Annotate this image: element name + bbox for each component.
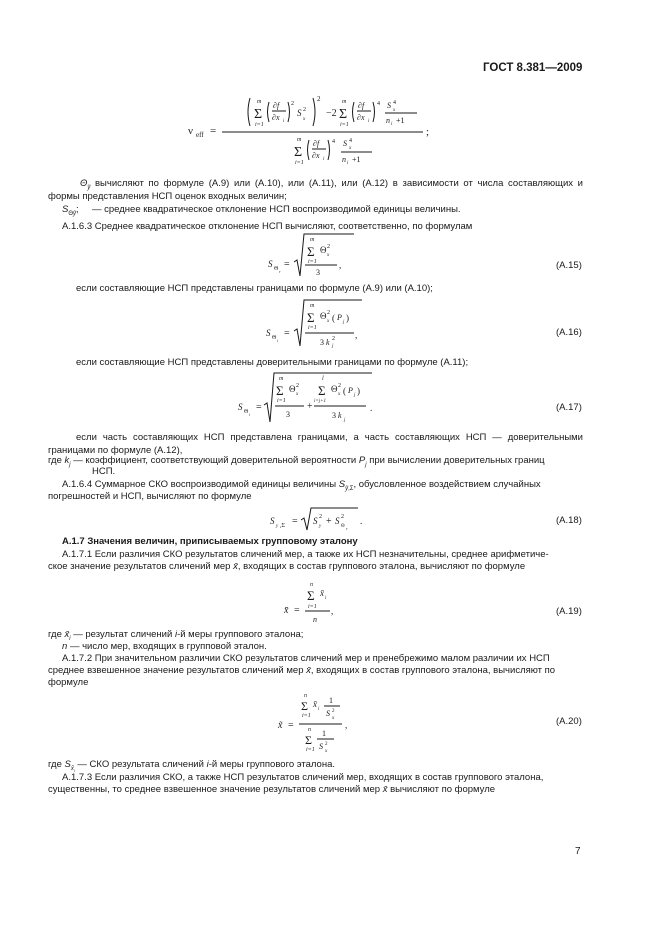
- formula-a16: [262, 298, 372, 352]
- svg-text:i=1: i=1: [302, 713, 311, 719]
- svg-text:.: .: [370, 403, 373, 413]
- svg-text:i=j+1: i=j+1: [314, 399, 327, 404]
- svg-text:∂f: ∂f: [313, 139, 320, 148]
- svg-text:2: 2: [327, 244, 330, 250]
- xi-text-c: -й меры группового эталона;: [177, 629, 304, 640]
- svg-text:=: =: [256, 402, 262, 413]
- svg-text:m: m: [257, 99, 262, 105]
- svg-text:i=1: i=1: [295, 160, 304, 166]
- svg-text:=: =: [284, 259, 290, 270]
- paragraph-a164-line1: А.1.6.4 Суммарное СКО воспроизводимой единицы величины $S_{ỹ,\Sigma}$, обусловленное воздействием случайных: [62, 479, 541, 492]
- svg-text:i: i: [391, 122, 393, 127]
- svg-text:3: 3: [316, 268, 320, 277]
- paragraph-s-theta: — среднее квадратическое отклонение НСП воспроизводимой единицы величины.: [92, 204, 461, 215]
- svg-text:x: x: [327, 319, 330, 324]
- svg-text:∂x: ∂x: [272, 113, 280, 122]
- svg-text:j: j: [343, 320, 345, 325]
- svg-text:n: n: [313, 615, 317, 624]
- svg-text:Σ: Σ: [294, 145, 303, 160]
- formula-a20: [276, 690, 366, 760]
- svg-text:∂x: ∂x: [312, 151, 320, 160]
- svg-text:Θ: Θ: [272, 335, 277, 341]
- a164-text-b: , обусловленное воздействием случайных: [353, 479, 541, 490]
- svg-text:Θ: Θ: [289, 384, 296, 394]
- svg-text:4: 4: [332, 139, 335, 145]
- svg-text:S: S: [266, 328, 271, 338]
- svg-text:n: n: [308, 727, 311, 733]
- svg-text:2: 2: [325, 742, 328, 747]
- formula-a17: [236, 370, 386, 428]
- svg-text:2: 2: [291, 101, 294, 107]
- svg-text:Θ: Θ: [320, 311, 327, 321]
- svg-text:i: i: [277, 338, 279, 343]
- svg-text:Θ: Θ: [320, 245, 327, 255]
- svg-text:=: =: [292, 516, 298, 527]
- svg-text:x̃: x̃: [278, 720, 283, 731]
- svg-text:x: x: [349, 146, 352, 151]
- n-text: — число мер, входящих в групповой эталон.: [69, 641, 267, 652]
- svg-text:2: 2: [332, 709, 335, 714]
- kj-tail: при вычислении доверительных границ: [369, 455, 545, 466]
- paragraph-sxi: где $S_{x̄_i}$ — СКО результата сличений i-й меры группового эталона.: [48, 759, 336, 774]
- svg-text:k: k: [338, 411, 342, 420]
- svg-text:P: P: [348, 386, 353, 395]
- svg-text:n: n: [342, 155, 346, 164]
- svg-text:P: P: [337, 313, 342, 322]
- svg-text:x: x: [332, 716, 335, 721]
- svg-text:S: S: [313, 516, 318, 526]
- svg-text:i: i: [318, 707, 320, 712]
- svg-text:2: 2: [317, 95, 321, 103]
- svg-text:=: =: [288, 720, 294, 731]
- a172-text-b: среднее взвешенное значение результатов сличений мер: [48, 665, 304, 676]
- paragraph-xi: где $x̄_i$ — результат сличений i-й меры группового эталона;: [48, 629, 304, 642]
- svg-text:3: 3: [320, 338, 324, 347]
- svg-text:i=1: i=1: [340, 122, 349, 128]
- paragraph-kj-line1: где $k_j$ — коэффициент, соответствующий доверительной вероятности $P_j$ при вычислении доверительных границ: [48, 455, 545, 468]
- svg-text:,: ,: [355, 330, 358, 340]
- svg-text:y: y: [276, 524, 279, 529]
- kj-prefix: где: [48, 455, 62, 466]
- svg-text:n: n: [386, 116, 390, 125]
- equation-number-a17: (А.17): [556, 402, 582, 413]
- a172-text-c: , входящих в состав группового эталона, вычисляют по: [310, 665, 556, 676]
- svg-text:1: 1: [329, 696, 333, 705]
- s-theta-label: $S_{\Theta ỹ}$;: [62, 204, 79, 217]
- svg-text:S: S: [270, 516, 275, 526]
- a164-text-a: А.1.6.4 Суммарное СКО воспроизводимой единицы величины: [62, 479, 337, 490]
- theta-label: $\Theta_ỹ$: [80, 178, 91, 191]
- paragraph-after-a17: если часть составляющих НСП представлена границами, а часть составляющих НСП — доверительными границами по формуле (А.12),: [48, 432, 583, 456]
- svg-text:,: ,: [345, 720, 348, 730]
- svg-text:Σ: Σ: [301, 699, 308, 713]
- svg-text:m: m: [310, 237, 315, 243]
- svg-text:y: y: [319, 524, 322, 529]
- svg-text:2: 2: [341, 514, 344, 520]
- section-heading-a17: А.1.7 Значения величин, приписываемых групповому эталону: [62, 536, 358, 547]
- svg-text:Σ: Σ: [318, 383, 326, 398]
- svg-text:i=1: i=1: [308, 259, 317, 265]
- sxi-text-c: -й меры группового эталона.: [208, 759, 336, 770]
- paragraph-a172-line3: формуле: [48, 677, 89, 688]
- formula-a19: [280, 578, 350, 628]
- paragraph-a173-line1: А.1.7.3 Если различия СКО, а также НСП результатов сличений мер, входящих в состав группового эталона,: [62, 772, 544, 783]
- svg-text:4: 4: [349, 138, 352, 144]
- svg-text:−2: −2: [326, 108, 337, 119]
- svg-text:i: i: [249, 412, 251, 417]
- document-id-header: ГОСТ 8.381—2009: [483, 62, 583, 74]
- svg-text:∂f: ∂f: [273, 101, 280, 110]
- svg-text:Σ: Σ: [305, 733, 312, 747]
- svg-text:i: i: [323, 157, 325, 162]
- xi-prefix: где: [48, 629, 62, 640]
- svg-text:(: (: [332, 313, 335, 323]
- svg-text:S: S: [343, 139, 347, 148]
- svg-text:+: +: [307, 401, 313, 412]
- svg-text:S: S: [238, 402, 243, 412]
- paragraph-a164-line2: погрешностей и НСП, вычисляют по формуле: [48, 491, 252, 502]
- a173-text-c: вычисляют по формуле: [390, 784, 496, 795]
- formula-lhs-sub: eff: [196, 131, 204, 139]
- sxi-prefix: где: [48, 759, 62, 770]
- svg-text:S: S: [297, 108, 302, 118]
- svg-text:i=1: i=1: [308, 604, 317, 610]
- svg-text:x̄: x̄: [313, 699, 317, 709]
- svg-text:+1: +1: [352, 155, 361, 164]
- svg-text:.: .: [360, 516, 363, 526]
- svg-text:i=1: i=1: [255, 122, 264, 128]
- svg-text:S: S: [268, 259, 273, 269]
- equation-number-a18: (А.18): [556, 515, 582, 526]
- svg-text:3: 3: [286, 410, 290, 419]
- paragraph-a172-line1: А.1.7.2 При значительном различии СКО результатов сличений мер и пренебрежимо малом различии их НСП: [62, 653, 550, 664]
- paragraph-n: n — число мер, входящих в групповой эталон.: [62, 641, 267, 652]
- svg-text:x: x: [338, 392, 341, 397]
- formula-a18: [268, 506, 378, 536]
- equation-number-a20: (А.20): [556, 716, 582, 727]
- paragraph-after-a16: если составляющие НСП представлены доверительными границами по формуле (А.11);: [76, 357, 469, 368]
- svg-text:Σ: Σ: [307, 310, 315, 325]
- svg-text:x: x: [296, 392, 299, 397]
- svg-text:∂x: ∂x: [357, 113, 365, 122]
- svg-text:n: n: [304, 693, 307, 699]
- svg-text:Σ: Σ: [307, 588, 315, 603]
- svg-text:4: 4: [377, 101, 380, 107]
- svg-text:x̄: x̄: [284, 605, 289, 616]
- svg-text:,Σ: ,Σ: [280, 523, 285, 529]
- svg-text:=: =: [210, 125, 217, 137]
- svg-text:j: j: [332, 344, 334, 349]
- svg-text:2: 2: [296, 383, 299, 389]
- svg-text:Θ: Θ: [244, 409, 249, 415]
- svg-text:x: x: [325, 749, 328, 754]
- svg-text:=: =: [284, 328, 290, 339]
- svg-text:+: +: [326, 516, 332, 527]
- paragraph-a163: А.1.6.3 Среднее квадратическое отклонение НСП вычисляют, соответственно, по формулам: [62, 221, 473, 232]
- svg-text:x: x: [327, 253, 330, 258]
- svg-text:i=1: i=1: [277, 398, 286, 404]
- paragraph-after-a15: если составляющие НСП представлены границами по формуле (А.9) или (А.10);: [76, 283, 433, 294]
- svg-text:i: i: [325, 596, 327, 601]
- paragraph-a171-line1: А.1.7.1 Если различия СКО результатов сличений мер, а также их НСП незначительны, среднее арифметиче-: [62, 549, 549, 560]
- equation-number-a19: (А.19): [556, 606, 582, 617]
- svg-text:,: ,: [331, 606, 334, 616]
- svg-text:2: 2: [319, 514, 322, 520]
- svg-text:Σ: Σ: [307, 244, 315, 259]
- svg-text:2: 2: [303, 107, 306, 113]
- svg-text:(: (: [343, 386, 346, 396]
- equation-number-a15: (А.15): [556, 260, 582, 271]
- paragraph-a171-line2: ское значение результатов сличений мер x̄, входящих в состав группового эталона, вычисляют по формуле: [48, 561, 526, 572]
- svg-text:l: l: [322, 376, 324, 382]
- svg-text:2: 2: [332, 336, 335, 342]
- page-number: 7: [575, 846, 581, 857]
- svg-text:Θ: Θ: [274, 266, 279, 272]
- svg-text:=: =: [294, 605, 300, 616]
- xi-text-b: — результат сличений: [73, 629, 173, 640]
- formula-tail: ;: [426, 126, 430, 138]
- svg-text:2: 2: [327, 310, 330, 316]
- svg-text:m: m: [297, 137, 302, 143]
- svg-text:Σ: Σ: [254, 107, 263, 122]
- svg-text:r: r: [279, 269, 281, 274]
- svg-text:+1: +1: [396, 116, 405, 125]
- svg-text:4: 4: [393, 100, 396, 106]
- paragraph-theta: вычисляют по формуле (А.9) или (А.10), или (А.11), или (А.12) в зависимости от числа составляющих и формы представления НСП оценок входных величин;: [48, 178, 583, 202]
- svg-text:): ): [346, 313, 349, 323]
- svg-text:,: ,: [339, 260, 342, 270]
- svg-text:i: i: [368, 119, 370, 124]
- svg-text:i: i: [283, 119, 285, 124]
- formula-a15: [264, 232, 364, 280]
- svg-text:j: j: [344, 418, 346, 423]
- svg-text:S: S: [319, 742, 323, 751]
- svg-text:1: 1: [322, 729, 326, 738]
- svg-text:i: i: [347, 161, 349, 166]
- svg-text:Θ: Θ: [341, 524, 345, 529]
- svg-text:n: n: [310, 582, 313, 588]
- svg-text:S: S: [335, 516, 340, 526]
- svg-text:2: 2: [338, 383, 341, 389]
- svg-text:Σ: Σ: [339, 107, 348, 122]
- svg-text:Θ: Θ: [331, 384, 338, 394]
- svg-text:x: x: [303, 117, 306, 122]
- svg-text:m: m: [279, 376, 284, 382]
- a173-text-b: существенны, то среднее взвешенное значение результатов сличений мер: [48, 784, 381, 795]
- svg-text:m: m: [342, 99, 347, 105]
- kj-text: — коэффициент, соответствующий доверительной вероятности: [73, 455, 357, 466]
- svg-text:3: 3: [332, 411, 336, 420]
- svg-text:S: S: [326, 709, 330, 718]
- svg-text:i=1: i=1: [308, 325, 317, 331]
- sxi-text-b: — СКО результата сличений: [77, 759, 204, 770]
- paragraph-kj-line2: НСП.: [92, 466, 116, 477]
- svg-text:j: j: [354, 393, 356, 398]
- svg-text:m: m: [310, 303, 315, 309]
- a171-text-c: , входящих в состав группового эталона, вычисляют по формуле: [237, 561, 526, 572]
- a171-text-b: ское значение результатов сличений мер: [48, 561, 231, 572]
- svg-text:): ): [357, 386, 360, 396]
- paragraph-a173-line2: существенны, то среднее взвешенное значение результатов сличений мер x̄ вычисляют по формуле: [48, 784, 496, 795]
- svg-text:x̄: x̄: [320, 588, 324, 598]
- svg-text:i=1: i=1: [306, 747, 315, 753]
- svg-text:Σ: Σ: [276, 383, 284, 398]
- svg-text:x: x: [393, 108, 396, 113]
- svg-text:S: S: [387, 101, 391, 110]
- svg-text:k: k: [326, 338, 330, 347]
- equation-number-a16: (А.16): [556, 327, 582, 338]
- svg-text:∂f: ∂f: [358, 101, 365, 110]
- svg-text:r: r: [346, 526, 348, 531]
- paragraph-a172-line2: среднее взвешенное значение результатов сличений мер x̄, входящих в состав группового эталона, вычисляют по: [48, 665, 556, 676]
- formula-lhs: ν: [188, 125, 193, 137]
- formula-nu-eff: [180, 92, 500, 172]
